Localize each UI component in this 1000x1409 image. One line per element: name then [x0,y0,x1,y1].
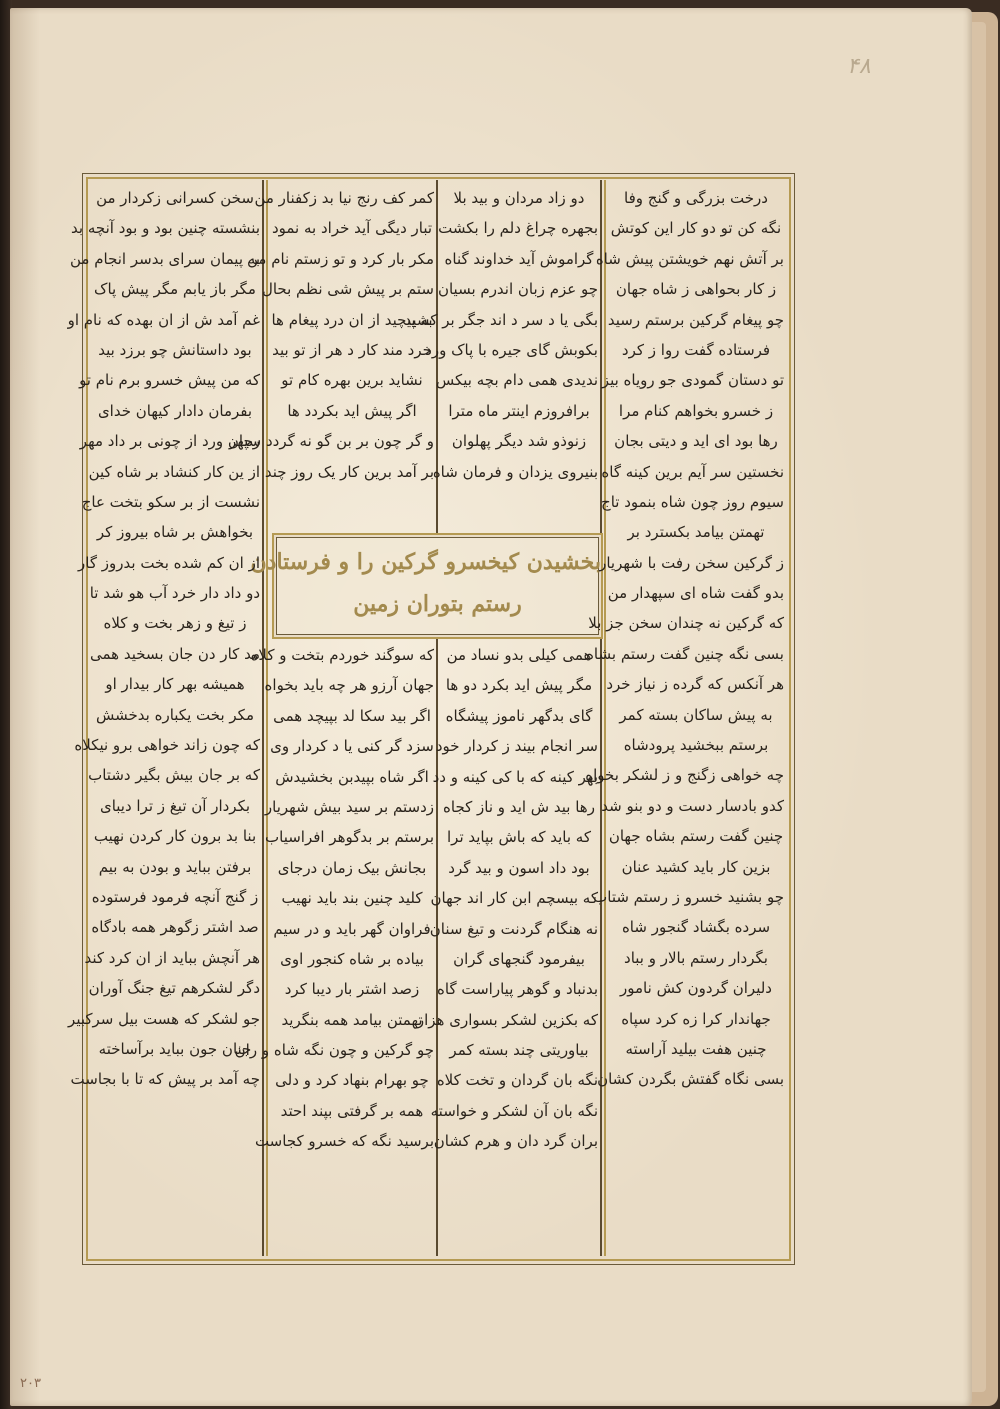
verse-line: بنیروی یزدان و فرمان شاه [432,462,598,481]
verse-line: صد اشتر زگوهر همه بادگاه [91,918,259,937]
verse-line: زصد اشتر بار دیبا کرد [284,980,420,999]
verse-line: بجهره چراغ دلم را بکشت [438,219,598,238]
verse-line: بخواهش بر شاه بیروز کر [96,523,254,542]
verse-line: هر آنچش بباید از ان کرد کند [84,948,260,967]
verse-line: که سوگند خوردم بتخت و کلاه [250,646,434,664]
verse-line: دو داد دار خرد آب هو شد تا [89,584,260,603]
verse-line: مکر بخت یکباره بدخشش [96,705,254,724]
verse-line: همی کیلی بدو نساد من [446,646,592,664]
verse-line: چو عزم زبان اندرم بسیان [437,280,598,299]
verse-line: مگر پیش اید بکرد دو ها [445,676,593,695]
verse-line: چه آمد بر پیش که تا با بجاست [70,1070,260,1089]
verse-line: سزد گر کنی یا د کردار وی [270,737,434,756]
verse-line: چو بشنید خسرو ز رستم شتاب [593,887,784,906]
verse-line: جو لشکر که هست بیل سرکبیر [68,1009,260,1028]
verse-line: چو پیغام گرکین برستم رسید [607,310,784,329]
verse-line: برافروزم اینتر ماه مترا [448,401,590,420]
verse-line: اگر پیش اید بکردد ها [287,401,417,420]
verse-line: بگی یا د سر د اند جگر بر کشید [404,310,598,329]
verse-line: مگر باز یابم مگر پیش پاک [94,280,256,299]
verse-line: نگه بان آن لشکر و خواسته [430,1101,598,1120]
verse-line: بدو گفت شاه ای سپهدار من [607,584,784,603]
verse-line: چنین هفت بیلید آراسته [625,1039,767,1058]
verse-line: نشست از بر سکو بتخت عاج [81,492,260,511]
verse-line: بر آتش نهم خویشتن پیش شاه [595,249,784,268]
verse-line: دو زاد مردان و بید بلا [453,189,585,207]
verse-line: بکردار آن تیغ ز ترا دیبای [99,796,251,815]
verse-line: به پیش ساکان بسته کمر [619,705,773,724]
verse-line: رجان ورد از چونی بر داد مهر [79,432,260,451]
verse-line: نه هنگام گردنت و تیغ سنان [429,919,598,938]
text-column-2-lower [416,640,598,1253]
verse-line: کمر کف رنج نیا بد زکفنار من [254,189,434,207]
verse-line: فرستاده گفت روا ز کرد [621,340,771,359]
verse-line: فراوان گهر باید و در سیم [273,919,431,938]
verse-line: جهاندار کرا زه کرد سپاه [621,1009,771,1028]
verse-line: اگر بید سکا لد بپیچد همی [273,706,431,725]
verse-line: بسی نگاه گفتش بگردن کشان [597,1070,784,1089]
text-column-3-upper [228,183,434,531]
verse-line: که چون زاند خواهی برو نیکلاه [74,736,260,755]
verse-line: که گرکین نه چندان سخن جز بلا [588,614,784,633]
text-column-4 [67,183,260,1253]
verse-line: رها بود ای اید و دیتی بجان [614,432,778,451]
verse-line: زدستم بر سید بیش شهریار [264,797,434,816]
verse-line: بود داد اسون و بید گرد [448,858,590,877]
verse-line: مکر بار کرد و تو زستم نام من [246,249,434,268]
verse-line: اگر شاه بپیدبن بخشیدش [275,767,429,786]
text-column-3-lower [234,640,434,1253]
verse-line: خرد مند کار د هر از تو بید [272,340,432,359]
verse-line: سیوم روز چون شاه بنمود تاج [601,492,784,511]
verse-line: که باید که باش بپاید ترا [447,828,591,847]
folio-number: ۴۸ [847,54,871,79]
verse-line: سرده بگشاد گنجور شاه [621,918,771,937]
verse-line: بسی نگه چنین گفت رستم بشاه [586,644,784,663]
verse-line: چنین گفت رستم بشاه جهان [608,827,784,846]
verse-line: بر آمد برین کار یک روز چند [264,462,434,481]
verse-line: چه خواهی زگنج و ز لشکر بخواه [585,766,784,785]
verse-line: نشاید برین بهره کام تو [281,371,423,390]
verse-line: گراموش آید خداوند گناه [444,249,594,268]
column-rule [266,180,268,1256]
verse-line: همیشه بهر کار بیدار او [105,675,245,694]
column-rule [436,637,438,1256]
verse-line: درخت بزرگی و گنج وفا [624,189,768,207]
verse-line: کدو بادسار دست و دو بنو شد [601,796,784,815]
verse-line: بگردار رستم بالار و بباد [624,948,768,967]
verse-line: برستم بر بدگوهر افراسیاب [265,828,434,847]
verse-line: کلید چنین بند باید نهیب [281,889,423,908]
verse-line: به پیمان سرای بدسر انجام من [70,249,260,268]
verse-line: برفتن بباید و بودن به بیم [98,857,252,876]
verse-line: نخستین سر آیم برین کینه گاه [601,462,784,481]
verse-line: بفرمان دادار کیهان خدای [97,401,253,420]
section-heading-panel [250,533,603,639]
verse-line: به پیچید از ان درد پیغام ها [271,310,433,329]
verse-line: هر آنکس که گرده ز نیاز خرد [606,675,784,694]
verse-line: بکوبش گای جیره با پاک ورد [425,340,598,359]
verse-line: و گر چون بر بن گو نه گردد سپهر [228,432,434,451]
verse-line: همه بر گرفتی بپند احتد [280,1101,424,1120]
verse-line: بدنباد و گوهر پیاراست گاه [437,980,598,999]
verse-line: برسید نگه که خسرو کجاست [254,1132,434,1151]
verse-line: ستم بر پیش شی نظم بحال [261,280,434,299]
text-column-1 [585,183,784,1253]
verse-line: بنشسته چنین بود و بود آنچه بد [71,219,260,238]
verse-line: ز تیغ و زهر بخت و کلاه [103,614,247,633]
verse-line: زنوذو شد دیگر پهلوان [451,432,587,451]
verse-line: نگه بان گردان و تخت کلاه [436,1071,598,1090]
verse-line: بیاوریتی چند بسته کمر [449,1041,589,1060]
verse-line: بهر کینه که با کی کینه و دد [432,767,598,786]
verse-line: از ین کار کنشاد بر شاه کین [88,462,260,481]
verse-line: بران گرد دان و هرم کشان [433,1132,598,1151]
verse-line: جنان جون بباید برآساخته [98,1039,252,1058]
verse-line: بود داستانش چو برزد بید [98,340,252,359]
verse-line: برستم ببخشید پرودشاه [623,736,769,755]
corner-mark: ۲۰۳ [20,1376,41,1391]
verse-line: بزین کار باید کشید عنان [621,857,771,876]
verse-line: که بر جان بیش بگیر دشتاب [88,766,260,785]
verse-line: ز گرکین سخن رفت با شهریار [599,553,784,572]
verse-line: تهمتن بیامد همه بنگرید [281,1010,423,1029]
verse-line: که بکزین لشکر بسواری هزار [416,1010,598,1029]
verse-line: دلیران گردون کش نامور [620,979,772,998]
verse-line: بیفرمود گنجهای گران [453,949,585,968]
verse-line: جهان آرزو هر چه باید بخواه [264,676,434,695]
verse-line: تبار دیگی آید خراد به نمود [271,219,433,238]
verse-line: بیاده بر شاه کنجور اوی [280,949,424,968]
verse-line: مد کار دن جان بسخید همی [90,644,260,663]
verse-line: بجانش بیک زمان درجای [277,858,427,877]
verse-line: ز کار بحواهی ز شاه جهان [615,280,777,299]
section-heading-line-1: بخشیدن کیخسرو گرکین را و فرستادن [250,549,601,575]
verse-line: ز خسرو بخواهم کنام مرا [618,401,774,420]
text-column-2-upper [404,183,598,531]
verse-line: سخن کسرانی زکردار من [96,189,254,207]
verse-line: که من پیش خسرو برم نام تو [79,371,260,390]
column-rule [262,180,264,1256]
verse-line: نگه کن تو دو کار این کوتش [610,219,782,238]
verse-line: تهمتن بیامد بکسترد بر [627,523,765,542]
verse-line: ندیدی همی دام بچه بیکس [435,371,598,390]
verse-line: چو بهرام بنهاد کرد و دلی [275,1071,429,1090]
verse-line: غم آمد ش از ان بهده که نام او [67,310,260,329]
verse-line: گای بدگهر ناموز پیشگاه [445,706,593,725]
verse-line: از ان کم شده بخت بدروز گار [78,553,260,572]
verse-line: بنا بد برون کار کردن نهیب [93,827,257,846]
verse-line: رها بید ش اید و ناز کجاه [443,797,595,816]
verse-line: ز گنج آنچه فرمود فرستوده [91,887,259,906]
verse-line: سر انجام بیند ز کردار خود [435,737,598,756]
verse-line: تو دستان گمودی جو رویاه بیز [601,371,784,390]
verse-line: دگر لشکرهم تیغ جنگ آوران [88,979,260,998]
section-heading-line-2: رستم بتوران زمین [353,591,522,617]
verse-line: که بیسچم ابن کار اند جهان [430,889,598,908]
verse-line: چو گرکین و چون نگه شاه و ران [234,1041,434,1060]
